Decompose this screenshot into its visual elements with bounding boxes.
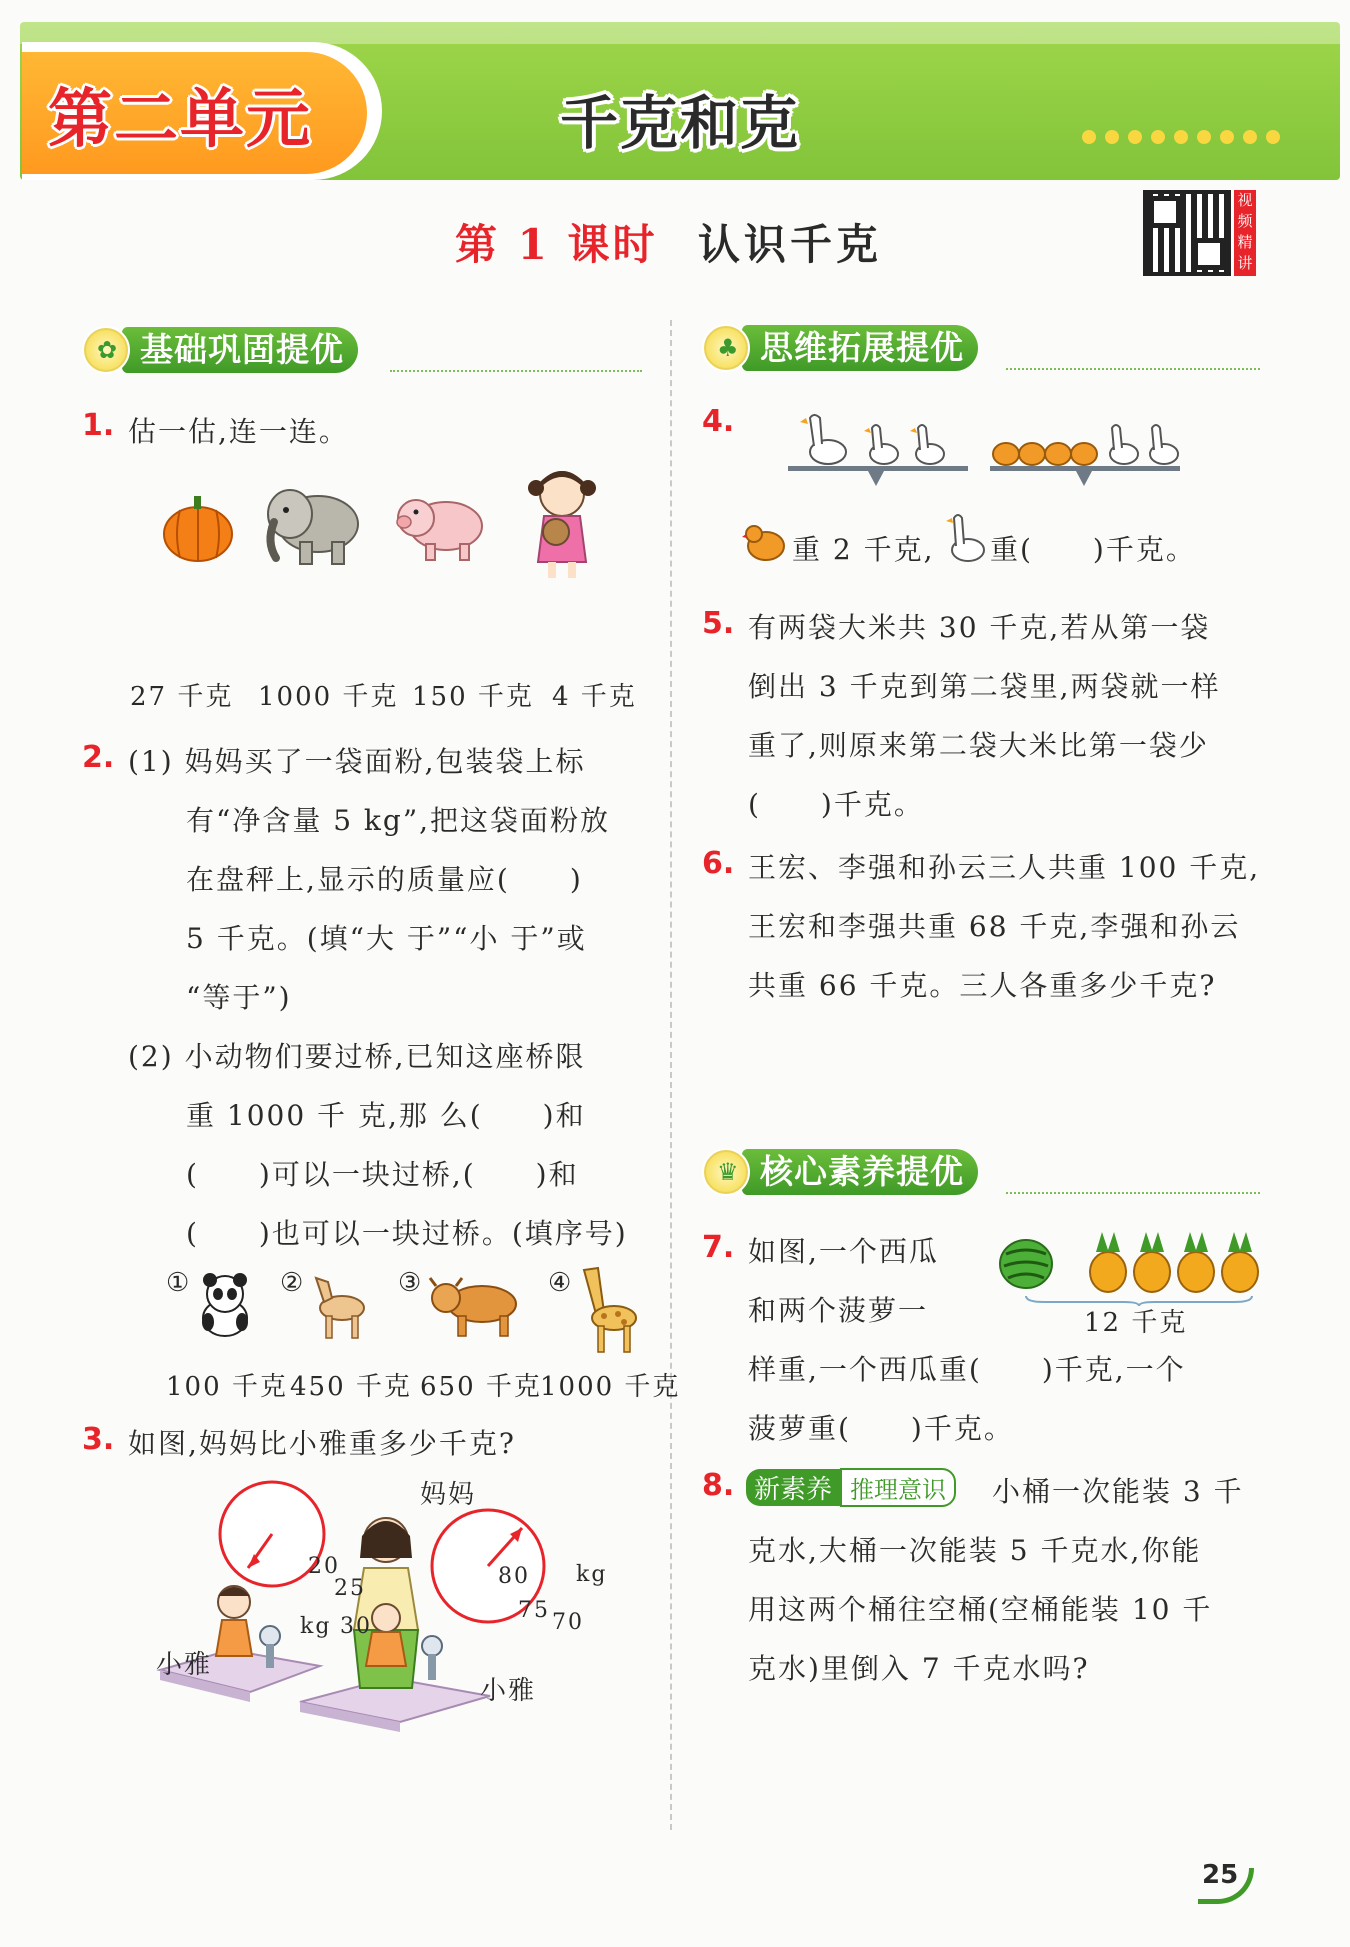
section-basic-title: 基础巩固提优 (122, 327, 358, 373)
weight-option-4[interactable]: 4 千克 (552, 682, 637, 712)
chicken-icon (742, 518, 788, 564)
animal-weight-2: 450 千克 (290, 1372, 412, 1402)
problem-5-number: 5. (702, 606, 735, 641)
lesson-title: 认识千克 (698, 220, 883, 269)
weight-option-2[interactable]: 1000 千克 (258, 682, 399, 712)
page-number: 25 (1202, 1860, 1239, 1890)
problem-4-number: 4. (702, 404, 735, 439)
goose-icon (942, 510, 986, 568)
weight-option-3[interactable]: 150 千克 (412, 682, 534, 712)
problem-7-line-4[interactable]: 菠萝重( )千克。 (748, 1412, 1014, 1445)
label-xiaoya-right: 小雅 (480, 1676, 537, 1706)
problem-6-line-1: 王宏、李强和孙云三人共重 100 千克, (748, 851, 1261, 884)
animal-index-1: ① (166, 1268, 192, 1298)
problem-3-text: 如图,妈妈比小雅重多少千克? (128, 1427, 516, 1460)
label-xiaoya-left: 小雅 (156, 1650, 213, 1680)
chapter-title: 千克和克 (560, 89, 801, 157)
elephant-icon (260, 480, 364, 568)
section-thinking-rule (1006, 368, 1260, 370)
decor-dots (1082, 130, 1280, 144)
section-core (702, 1148, 978, 1196)
problem-5-line-1: 有两袋大米共 30 千克,若从第一袋 (748, 611, 1211, 644)
scales-illustration (150, 1470, 650, 1740)
problem-8-line-4: 克水)里倒入 7 千克水吗? (748, 1652, 1090, 1685)
animal-index-3: ③ (398, 1268, 424, 1298)
lesson-number: 第 1 课时 (455, 220, 658, 269)
section-core-rule (1006, 1192, 1260, 1194)
qr-code-icon[interactable] (1143, 190, 1231, 276)
scale-left-tick-20: 20 (308, 1554, 340, 1579)
sprout-icon: ♣ (702, 324, 750, 372)
column-divider (670, 320, 672, 1830)
panda-icon (194, 1272, 256, 1338)
problem-7-line-1: 如图,一个西瓜 (748, 1235, 939, 1268)
section-thinking (702, 324, 978, 372)
scale-right-tick-75: 75 (518, 1598, 550, 1623)
problem-8-line-3: 用这两个桶往空桶(空桶能装 10 千 (748, 1593, 1213, 1626)
scale-left-tick-25: 25 (334, 1576, 366, 1601)
problem-5-line-2: 倒出 3 千克到第二袋里,两袋就一样 (748, 670, 1221, 703)
problem-6-line-2: 王宏和李强共重 68 千克,李强和孙云 (748, 910, 1241, 943)
unit-label: 第二单元 (48, 83, 312, 157)
animal-weight-3: 650 千克 (420, 1372, 542, 1402)
scale-left-unit: kg (300, 1614, 332, 1639)
new-literacy-badge (746, 1468, 956, 1507)
girl-with-bear-icon (516, 466, 606, 582)
pig-icon (390, 486, 490, 566)
problem-8-line-2: 克水,大桶一次能装 5 千克水,你能 (748, 1534, 1202, 1567)
problem-7-figure-label: 12 千克 (1084, 1308, 1188, 1338)
problem-8-number: 8. (702, 1468, 735, 1503)
animal-index-2: ② (280, 1268, 306, 1298)
qr-label: 视频精讲 (1234, 190, 1256, 276)
problem-3-number: 3. (82, 1422, 115, 1457)
cow-icon (426, 1274, 524, 1338)
problem-2-line-8[interactable]: ( )可以一块过桥,( )和 (186, 1158, 579, 1191)
section-basic (82, 326, 358, 374)
problem-8-line-1: 小桶一次能装 3 千 (992, 1475, 1244, 1508)
animal-index-4: ④ (548, 1268, 574, 1298)
problem-1-text: 估一估,连一连。 (128, 415, 349, 448)
problem-7-number: 7. (702, 1230, 735, 1265)
animal-weight-1: 100 千克 (166, 1372, 288, 1402)
weight-option-1[interactable]: 27 千克 (130, 682, 234, 712)
problem-2-line-6: (2) 小动物们要过桥,已知这座桥限 (128, 1040, 586, 1073)
section-basic-rule (390, 370, 642, 372)
problem-2-line-5: “等于”) (186, 981, 292, 1014)
sun-leaf-icon: ✿ (82, 326, 130, 374)
horse-icon (306, 1270, 372, 1342)
trophy-icon: ♛ (702, 1148, 750, 1196)
scale-right-tick-80: 80 (498, 1564, 530, 1589)
problem-5-line-4[interactable]: ( )千克。 (748, 788, 924, 821)
animal-weight-4: 1000 千克 (540, 1372, 681, 1402)
problem-6-number: 6. (702, 846, 735, 881)
problem-2-line-3[interactable]: 在盘秤上,显示的质量应( ) (186, 863, 583, 896)
problem-1-number: 1. (82, 408, 115, 443)
problem-2-line-7[interactable]: 重 1000 千 克,那 么( )和 (186, 1099, 586, 1132)
balance-geese-chickens (784, 404, 1184, 492)
problem-4-text-a: 重 2 千克, (792, 533, 935, 566)
scale-left-tick-30: 30 (340, 1614, 372, 1639)
problem-6-line-3: 共重 66 千克。三人各重多少千克? (748, 969, 1217, 1002)
problem-2-line-9[interactable]: ( )也可以一块过桥。(填序号) (186, 1217, 628, 1250)
scale-right-tick-70: 70 (552, 1610, 584, 1635)
problem-5-line-3: 重了,则原来第二袋大米比第一袋少 (748, 729, 1209, 762)
badge-main: 新素养 (746, 1469, 840, 1506)
badge-sub: 推理意识 (840, 1468, 956, 1507)
problem-7-line-3[interactable]: 样重,一个西瓜重( )千克,一个 (748, 1353, 1186, 1386)
problem-4-text-b[interactable]: 重( )千克。 (990, 533, 1196, 566)
section-core-title: 核心素养提优 (742, 1149, 978, 1195)
watermelon-pineapples (996, 1226, 1262, 1294)
scale-right-unit: kg (576, 1562, 608, 1587)
section-thinking-title: 思维拓展提优 (742, 325, 978, 371)
pumpkin-icon (160, 494, 236, 564)
problem-2-number: 2. (82, 740, 115, 775)
label-mom: 妈妈 (420, 1480, 477, 1510)
giraffe-icon (574, 1262, 642, 1354)
problem-2-line-1: (1) 妈妈买了一袋面粉,包装袋上标 (128, 745, 586, 778)
problem-2-line-2: 有“净含量 5 kg”,把这袋面粉放 (186, 804, 611, 837)
problem-7-line-2: 和两个菠萝一 (748, 1294, 929, 1327)
banner-highlight (20, 22, 1340, 44)
problem-2-line-4: 5 千克。(填“大 于”“小 于”或 (186, 922, 587, 955)
